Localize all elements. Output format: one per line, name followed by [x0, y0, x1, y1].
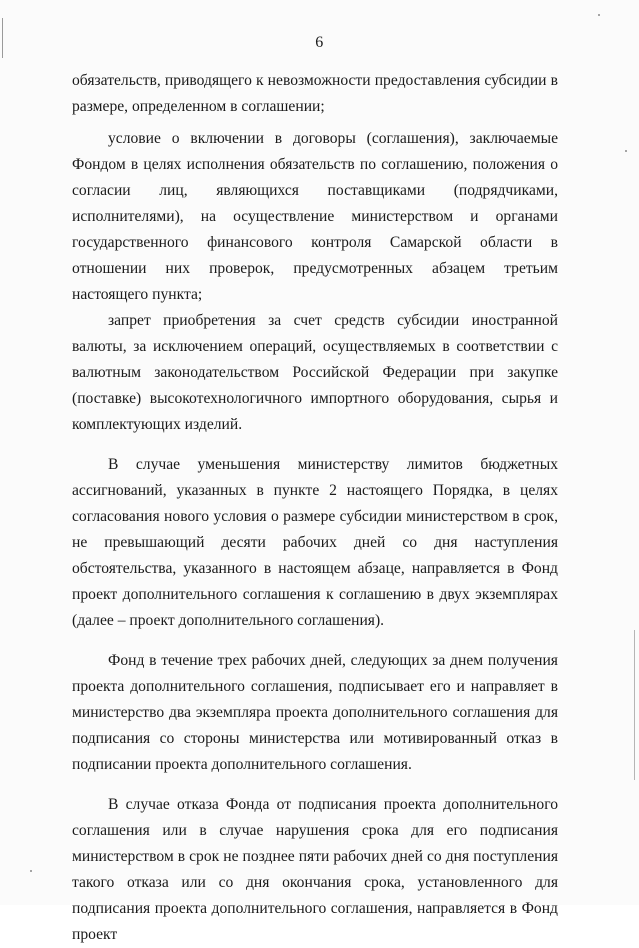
paragraph: запрет приобретения за счет средств субсидии иностранной валюты, за исключением операций, осуществляемых в соответствии с валютным законодательством Российской Федерации при закупке (поставке) высокотехнологичного импортного оборудования, сырья и комплектующих изделий. [72, 312, 558, 433]
paragraph: Фонд в течение трех рабочих дней, следующих за днем получения проекта дополнительного соглашения, подписывает его и направляет в министерство два экземпляра проекта дополнительного соглашения для подписания со стороны министерства или мотивированный отказ в подписании проекта дополнительного соглашения. [72, 652, 558, 773]
scan-speck [30, 870, 32, 872]
scan-speck [598, 14, 600, 16]
paragraph: обязательств, приводящего к невозможности предоставления субсидии в размере, определенном в соглашении; [72, 72, 558, 115]
scan-edge-mark [634, 630, 635, 780]
page-number: 6 [315, 34, 324, 51]
paragraph: условие о включении в договоры (соглашения), заключаемые Фондом в целях исполнения обязательств по соглашению, положения о согласии лиц, являющихся поставщиками (подрядчиками, исполнителями), на осуществление министерством и органами государственного финансового контроля Самарской области в отношении них проверок, предусмотренных абзацем третьим настоящего пункта; [72, 130, 558, 303]
paragraph: В случае отказа Фонда от подписания проекта дополнительного соглашения или в случае нарушения срока для его подписания министерством в срок не позднее пяти рабочих дней со дня поступления такого отказа или со дня окончания срока, установленного для подписания проекта дополнительного соглашения, направляется в Фонд проект [72, 796, 558, 943]
scan-speck [625, 150, 627, 152]
document-body [72, 68, 558, 948]
paragraph: В случае уменьшения министерству лимитов бюджетных ассигнований, указанных в пункте 2 настоящего Порядка, в целях согласования нового условия о размере субсидии министерством в срок, не превышающий десяти рабочих дней со дня наступления обстоятельства, указанного в настоящем абзаце, направляется в Фонд проект дополнительного соглашения к соглашению в двух экземплярах (далее – проект дополнительного соглашения). [72, 456, 558, 629]
